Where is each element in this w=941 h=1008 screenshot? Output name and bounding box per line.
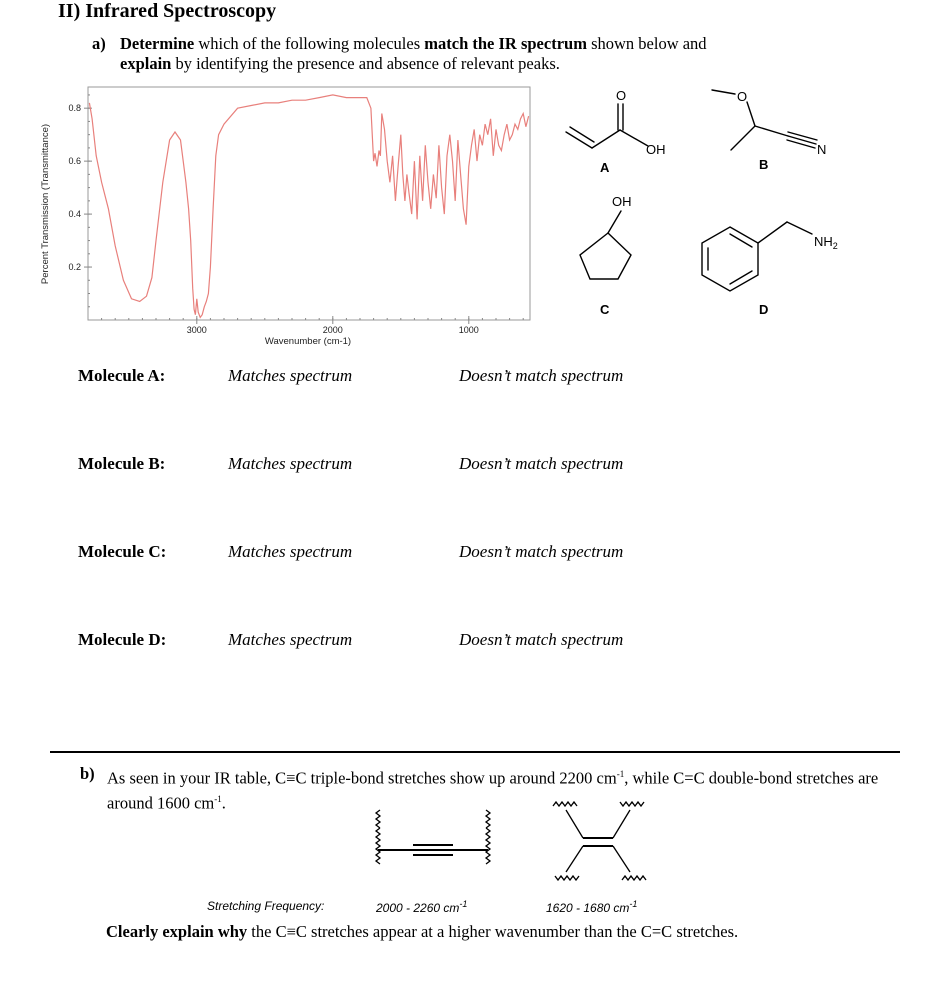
triple-bond-frequency: 2000 - 2260 $cm^{-1}$ xyxy=(376,899,468,915)
molecule-structures xyxy=(540,82,870,332)
question-b-text: As seen in your IR table, C≡C triple-bond stretches show up around 2200 $cm^{-1}$, while C=C double-bond stretches are around 1600 $cm^{-1}$. xyxy=(107,768,879,812)
double-bond-frequency: 1620 - 1680 $cm^{-1}$ xyxy=(546,899,638,915)
chart-plot-area xyxy=(88,87,530,320)
y-tick-label: 0.4 xyxy=(68,209,81,220)
bond-illustrations xyxy=(368,790,668,892)
ir-spectrum-chart xyxy=(36,82,536,352)
y-tick-label: 0.2 xyxy=(68,262,81,273)
question-a-text: Determine which of the following molecules match the IR spectrum shown below and explain by identifying the presence and absence of relevant peaks. xyxy=(120,34,707,73)
matches-option[interactable]: Matches spectrum xyxy=(228,542,353,561)
y-axis-label: Percent Transmission (Transmittance) xyxy=(40,123,51,285)
question-a-label: a) xyxy=(92,34,106,53)
molecule-d-structure xyxy=(702,222,812,291)
matches-option[interactable]: Matches spectrum xyxy=(228,630,353,649)
molecule-b-oxygen: O xyxy=(737,89,748,104)
matches-option[interactable]: Matches spectrum xyxy=(228,454,353,473)
section-divider xyxy=(50,751,900,753)
section-title: II) Infrared Spectroscopy xyxy=(58,0,277,22)
doesnt-match-option[interactable]: Doesn’t match spectrum xyxy=(459,366,624,385)
molecule-c-label: C xyxy=(600,302,610,317)
molecule-row-name: Molecule C: xyxy=(78,542,167,561)
question-b-label: b) xyxy=(80,764,95,783)
molecule-d-amine: $NH_2$ xyxy=(814,234,838,251)
question-a xyxy=(92,34,852,74)
doesnt-match-option[interactable]: Doesn’t match spectrum xyxy=(459,542,624,561)
matches-option[interactable]: Matches spectrum xyxy=(228,366,353,385)
doesnt-match-option[interactable]: Doesn’t match spectrum xyxy=(459,630,624,649)
molecule-row-name: Molecule B: xyxy=(78,454,166,473)
molecule-a-label: A xyxy=(600,160,610,175)
stretching-frequency-label: Stretching Frequency: xyxy=(207,899,325,913)
x-axis-label: Wavenumber (cm-1) xyxy=(264,336,352,347)
double-bond-diagram xyxy=(553,802,646,880)
x-tick-label: 2000 xyxy=(322,325,343,335)
molecule-row-name: Molecule A: xyxy=(78,366,166,385)
triple-bond-diagram xyxy=(376,810,490,864)
molecule-a-oxygen: O xyxy=(616,88,627,103)
molecule-d-label: D xyxy=(759,302,769,317)
molecule-a-structure xyxy=(566,104,648,148)
molecule-c-hydroxyl: OH xyxy=(612,194,632,209)
y-tick-label: 0.6 xyxy=(68,156,81,167)
molecule-c-structure xyxy=(580,211,631,279)
doesnt-match-option[interactable]: Doesn’t match spectrum xyxy=(459,454,624,473)
x-tick-label: 1000 xyxy=(458,325,479,335)
y-tick-label: 0.8 xyxy=(68,103,81,114)
final-question: Clearly explain why the C≡C stretches appear at a higher wavenumber than the C=C stretches. xyxy=(106,922,739,941)
x-tick-label: 3000 xyxy=(186,325,207,335)
molecule-row-name: Molecule D: xyxy=(78,630,167,649)
molecule-b-nitrile: N xyxy=(817,142,827,157)
molecule-b-structure xyxy=(712,90,817,150)
molecule-a-hydroxyl: OH xyxy=(646,142,666,157)
molecule-b-label: B xyxy=(759,157,769,172)
